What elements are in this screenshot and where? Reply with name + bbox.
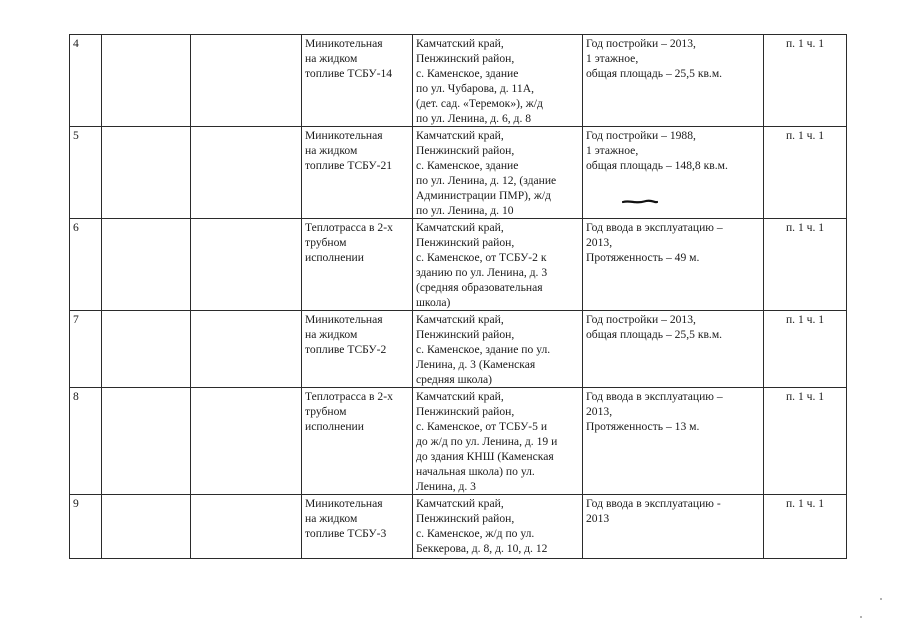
legal-basis: п. 1 ч. 1 [764, 35, 847, 127]
scan-speck [880, 598, 882, 600]
object-specs: Год ввода в эксплуатацию - 2013 [583, 495, 764, 559]
object-address: Камчатский край, Пенжинский район, с. Каменское, здание по ул. Ленина, д. 12, (здание Администрации ПМР), ж/д по ул. Ленина, д. 10 [413, 127, 583, 219]
table-row [70, 495, 847, 559]
legal-basis: п. 1 ч. 1 [764, 311, 847, 388]
scan-speck [860, 616, 862, 618]
owner-cell [102, 311, 191, 388]
row-number: 7 [70, 311, 102, 388]
table-row [70, 388, 847, 495]
row-number: 4 [70, 35, 102, 127]
registry-cell [191, 311, 302, 388]
object-specs: Год постройки – 2013, 1 этажное, общая площадь – 25,5 кв.м. [583, 35, 764, 127]
object-address: Камчатский край, Пенжинский район, с. Каменское, от ТСБУ-2 к зданию по ул. Ленина, д. 3 (средняя образовательная школа) [413, 219, 583, 311]
row-number: 6 [70, 219, 102, 311]
legal-basis: п. 1 ч. 1 [764, 495, 847, 559]
owner-cell [102, 35, 191, 127]
owner-cell [102, 219, 191, 311]
object-name: Теплотрасса в 2-х трубном исполнении [302, 388, 413, 495]
registry-cell [191, 495, 302, 559]
object-name: Теплотрасса в 2-х трубном исполнении [302, 219, 413, 311]
legal-basis: п. 1 ч. 1 [764, 388, 847, 495]
row-number: 5 [70, 127, 102, 219]
table-row [70, 127, 847, 219]
object-specs: Год ввода в эксплуатацию – 2013, Протяженность – 13 м. [583, 388, 764, 495]
object-name: Миникотельная на жидком топливе ТСБУ-2 [302, 311, 413, 388]
object-address: Камчатский край, Пенжинский район, с. Каменское, от ТСБУ-5 и до ж/д по ул. Ленина, д. 19 и до здания КНШ (Каменская начальная школа) по ул. Ленина, д. 3 [413, 388, 583, 495]
object-address: Камчатский край, Пенжинский район, с. Каменское, здание по ул. Ленина, д. 3 (Каменская средняя школа) [413, 311, 583, 388]
registry-cell [191, 127, 302, 219]
object-address: Камчатский край, Пенжинский район, с. Каменское, здание по ул. Чубарова, д. 11А, (дет. сад. «Теремок»), ж/д по ул. Ленина, д. 6, д. 8 [413, 35, 583, 127]
object-specs: Год постройки – 2013, общая площадь – 25,5 кв.м. [583, 311, 764, 388]
registry-cell [191, 388, 302, 495]
object-specs: Год постройки – 1988, 1 этажное, общая площадь – 148,8 кв.м. [583, 127, 764, 219]
object-name: Миникотельная на жидком топливе ТСБУ-3 [302, 495, 413, 559]
table-row [70, 35, 847, 127]
object-specs: Год ввода в эксплуатацию – 2013, Протяженность – 49 м. [583, 219, 764, 311]
row-number: 9 [70, 495, 102, 559]
property-registry-table [69, 34, 847, 559]
object-address: Камчатский край, Пенжинский район, с. Каменское, ж/д по ул. Беккерова, д. 8, д. 10, д. 12 [413, 495, 583, 559]
legal-basis: п. 1 ч. 1 [764, 219, 847, 311]
owner-cell [102, 388, 191, 495]
table-row [70, 219, 847, 311]
ink-mark [622, 199, 658, 205]
table-row [70, 311, 847, 388]
object-name: Миникотельная на жидком топливе ТСБУ-14 [302, 35, 413, 127]
legal-basis: п. 1 ч. 1 [764, 127, 847, 219]
registry-cell [191, 35, 302, 127]
object-name: Миникотельная на жидком топливе ТСБУ-21 [302, 127, 413, 219]
row-number: 8 [70, 388, 102, 495]
registry-cell [191, 219, 302, 311]
owner-cell [102, 495, 191, 559]
owner-cell [102, 127, 191, 219]
